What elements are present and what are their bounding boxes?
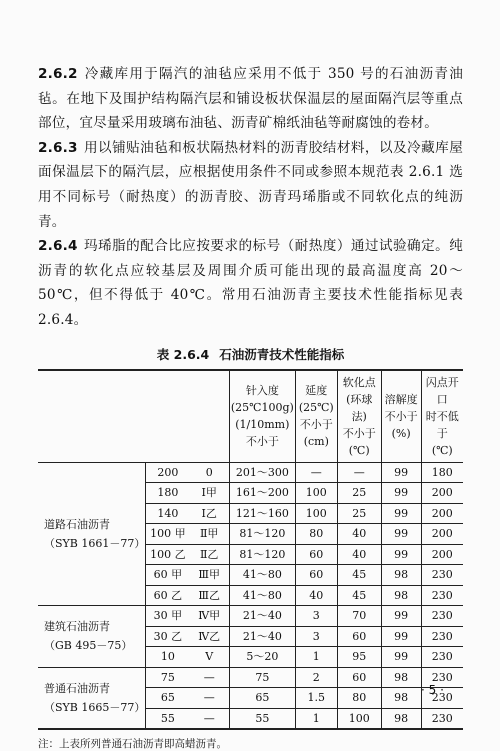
cell-grade: 65: [146, 688, 190, 709]
cell-softening-point: —: [337, 462, 381, 483]
paragraph-text: 用以铺贴油毡和板状隔热材料的沥青胶结材料，以及冷藏库屋面保温层下的隔汽层，应根据使用条件不同或参照本规范表 2.6.1 选用不同标号（耐热度）的沥青胶、沥青玛琋脂或不同软化点的纯沥青。: [38, 139, 463, 230]
cell-solubility: 99: [381, 483, 421, 504]
cell-grade: 75: [146, 667, 190, 688]
table-title-text: 石油沥青技术性能指标: [219, 346, 345, 362]
cell-penetration: 41～80: [229, 585, 295, 606]
header-line: (℃): [431, 443, 453, 457]
table-title: [38, 345, 463, 363]
cell-grade-code: Ⅳ甲: [190, 606, 230, 627]
cell-grade-code: —: [190, 688, 230, 709]
cell-solubility: 98: [381, 565, 421, 586]
document-page: [38, 62, 463, 751]
cell-grade: 60 乙: [146, 585, 190, 606]
cell-flash-point: 230: [421, 647, 463, 668]
cell-solubility: 99: [381, 606, 421, 627]
cell-flash-point: 230: [421, 606, 463, 627]
cell-softening-point: 25: [337, 483, 381, 504]
cell-grade: 140: [146, 503, 190, 524]
cell-grade: 180: [146, 483, 190, 504]
cell-grade-code: Ⅳ乙: [190, 626, 230, 647]
header-line: 不小于: [384, 409, 418, 423]
paragraph-2-6-4: [38, 234, 463, 332]
cell-penetration: 21～40: [229, 626, 295, 647]
cell-penetration: 21～40: [229, 606, 295, 627]
header-line: 不小于: [299, 418, 333, 432]
page-number: · 5 ·: [421, 683, 444, 697]
cell-solubility: 99: [381, 462, 421, 483]
cell-penetration: 81～120: [229, 544, 295, 565]
cell-softening-point: 70: [337, 606, 381, 627]
table-row: [38, 462, 463, 483]
cell-softening-point: 40: [337, 524, 381, 545]
cell-penetration: 55: [229, 708, 295, 729]
header-line: 溶解度: [384, 392, 418, 406]
cell-softening-point: 80: [337, 688, 381, 709]
cell-grade-code: 0: [190, 462, 230, 483]
cell-ductility: 1.5: [295, 688, 337, 709]
cell-flash-point: 180: [421, 462, 463, 483]
group-name: 建筑石油沥青: [44, 620, 110, 634]
cell-ductility: 60: [295, 544, 337, 565]
table-row: [38, 606, 463, 627]
cell-grade: 100 乙: [146, 544, 190, 565]
paragraph-text: 冷藏库用于隔汽的油毡应采用不低于 350 号的石油沥青油毡。在地下及围护结构隔汽层和铺设板状保温层的屋面隔汽层等重点部位，宜尽量采用玻璃布油毡、沥青矿棉纸油毡等耐腐蚀的卷材。: [38, 66, 463, 132]
cell-ductility: 1: [295, 708, 337, 729]
header-line: 时不低于: [425, 409, 459, 440]
cell-solubility: 99: [381, 503, 421, 524]
group-standard-code: （SYB 1661－77）: [44, 536, 146, 550]
cell-flash-point: 200: [421, 544, 463, 565]
header-line: (cm): [303, 435, 329, 449]
cell-softening-point: 40: [337, 544, 381, 565]
cell-ductility: 1: [295, 647, 337, 668]
cell-penetration: 5～20: [229, 647, 295, 668]
header-line: (%): [391, 426, 411, 440]
header-solubility: [381, 370, 421, 463]
table-body: [38, 462, 463, 729]
cell-penetration: 161～200: [229, 483, 295, 504]
cell-softening-point: 25: [337, 503, 381, 524]
cell-penetration: 65: [229, 688, 295, 709]
header-line: 不小于: [342, 426, 376, 440]
cell-grade: 55: [146, 708, 190, 729]
cell-grade: 30 乙: [146, 626, 190, 647]
cell-penetration: 81～120: [229, 524, 295, 545]
cell-penetration: 121～160: [229, 503, 295, 524]
table-row: [38, 667, 463, 688]
group-standard-code: （GB 495－75）: [44, 639, 133, 653]
cell-grade-code: Ⅲ乙: [190, 585, 230, 606]
cell-softening-point: 45: [337, 565, 381, 586]
cell-solubility: 98: [381, 708, 421, 729]
table-number: 表 2.6.4: [156, 346, 210, 362]
cell-solubility: 99: [381, 626, 421, 647]
header-ductility: [295, 370, 337, 463]
paragraph-2-6-3: [38, 136, 463, 234]
cell-grade: 10: [146, 647, 190, 668]
cell-grade-code: Ⅰ乙: [190, 503, 230, 524]
header-line: (25℃100g): [230, 401, 294, 415]
header-penetration: [229, 370, 295, 463]
header-flash-point: [421, 370, 463, 463]
cell-ductility: 60: [295, 565, 337, 586]
cell-solubility: 98: [381, 585, 421, 606]
cell-flash-point: 230: [421, 708, 463, 729]
header-line: (25℃): [298, 401, 334, 415]
table-header: [38, 370, 463, 463]
header-line: 延度: [305, 384, 328, 398]
cell-flash-point: 200: [421, 503, 463, 524]
cell-penetration: 75: [229, 667, 295, 688]
asphalt-properties-table: [38, 369, 463, 731]
cell-flash-point: 230: [421, 626, 463, 647]
group-name: 普通石油沥青: [44, 681, 110, 695]
paragraph-text: 玛琋脂的配合比应按要求的标号（耐热度）通过试验确定。纯沥青的软化点应较基层及周围介质可能出现的最高温度高 20～50℃，但不得低于 40℃。常用石油沥青主要技术性能指标见表 2.6.4。: [38, 238, 463, 328]
cell-solubility: 99: [381, 524, 421, 545]
cell-flash-point: 230: [421, 565, 463, 586]
header-blank: [38, 370, 229, 463]
cell-flash-point: 200: [421, 483, 463, 504]
header-line: 软化点: [342, 375, 376, 389]
paragraph-2-6-2: [38, 62, 463, 136]
cell-grade: 200: [146, 462, 190, 483]
cell-grade: 60 甲: [146, 565, 190, 586]
section-number: 2.6.2: [38, 66, 78, 82]
cell-grade-code: Ⅱ甲: [190, 524, 230, 545]
cell-softening-point: 60: [337, 667, 381, 688]
cell-ductility: 2: [295, 667, 337, 688]
cell-penetration: 201～300: [229, 462, 295, 483]
cell-solubility: 98: [381, 688, 421, 709]
group-standard-code: （SYB 1665－77）: [44, 700, 146, 714]
header-line: (1/10mm): [235, 418, 290, 432]
table-note: 注：上表所列普通石油沥青即高蜡沥青。: [38, 738, 227, 751]
cell-softening-point: 45: [337, 585, 381, 606]
asphalt-group-name: [38, 606, 146, 668]
cell-solubility: 98: [381, 667, 421, 688]
cell-softening-point: 60: [337, 626, 381, 647]
cell-ductility: 100: [295, 483, 337, 504]
cell-ductility: 3: [295, 626, 337, 647]
cell-softening-point: 100: [337, 708, 381, 729]
cell-flash-point: 200: [421, 524, 463, 545]
header-line: (℃): [348, 443, 370, 457]
cell-ductility: 80: [295, 524, 337, 545]
cell-ductility: 100: [295, 503, 337, 524]
section-number: 2.6.4: [38, 238, 78, 255]
cell-penetration: 41～80: [229, 565, 295, 586]
header-line: 闪点开口: [425, 375, 459, 406]
cell-flash-point: 230: [421, 688, 463, 709]
cell-solubility: 99: [381, 647, 421, 668]
cell-grade-code: —: [190, 667, 230, 688]
section-number: 2.6.3: [38, 139, 78, 156]
cell-grade-code: Ⅱ乙: [190, 544, 230, 565]
cell-flash-point: 230: [421, 585, 463, 606]
header-line: (环球法): [346, 392, 373, 423]
cell-grade-code: —: [190, 708, 230, 729]
header-line: 不小于: [245, 435, 279, 449]
asphalt-group-name: [38, 462, 146, 606]
cell-ductility: 40: [295, 585, 337, 606]
cell-grade-code: Ⅰ甲: [190, 483, 230, 504]
cell-softening-point: 95: [337, 647, 381, 668]
cell-grade-code: Ⅲ甲: [190, 565, 230, 586]
cell-grade: 100 甲: [146, 524, 190, 545]
cell-grade: 30 甲: [146, 606, 190, 627]
cell-grade-code: Ⅴ: [190, 647, 230, 668]
header-softening-point: [337, 370, 381, 463]
header-line: 针入度: [245, 384, 279, 398]
cell-solubility: 99: [381, 544, 421, 565]
cell-ductility: 3: [295, 606, 337, 627]
asphalt-group-name: [38, 667, 146, 729]
cell-ductility: —: [295, 462, 337, 483]
cell-flash-point: 230: [421, 667, 463, 688]
group-name: 道路石油沥青: [44, 517, 110, 531]
